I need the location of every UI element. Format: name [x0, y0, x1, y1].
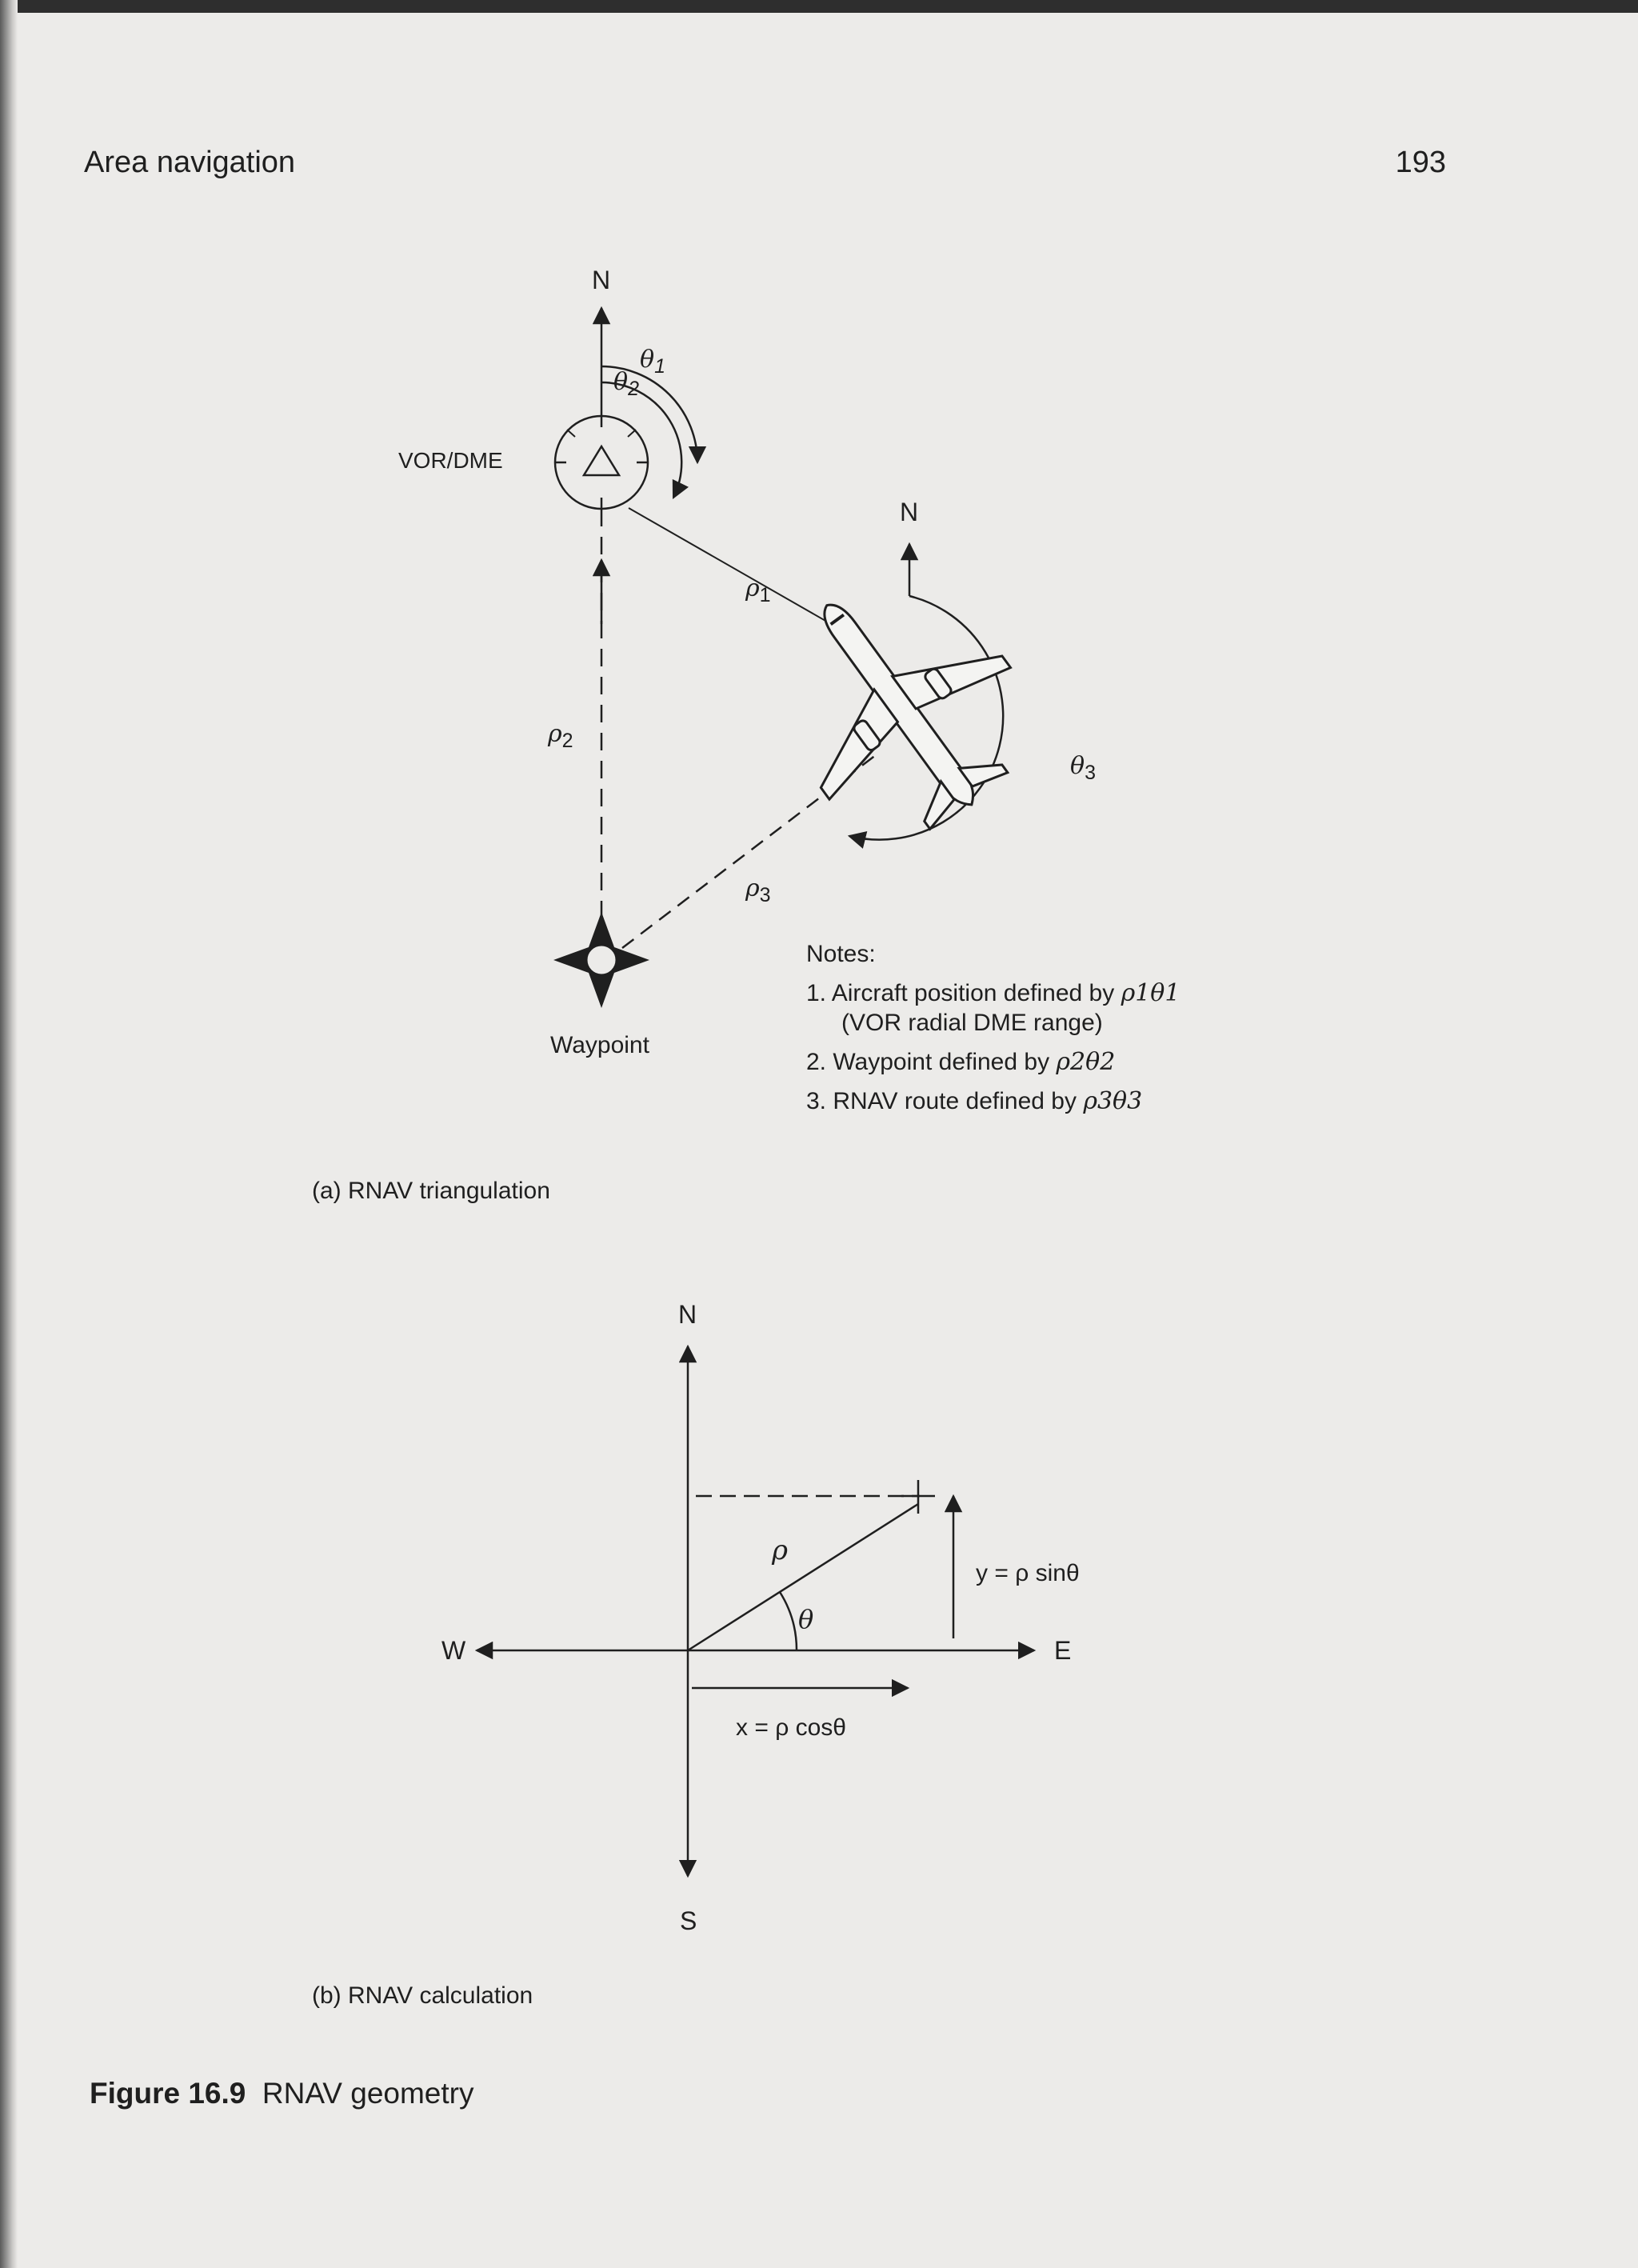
rho1-label: $\rho_1$: [745, 574, 771, 606]
note-3-symbols: ρ3θ3: [1083, 1087, 1143, 1115]
theta-label-b: θ: [798, 1604, 814, 1634]
south-label-b: S: [680, 1906, 697, 1935]
vor-dme-station: [555, 416, 648, 509]
waypoint-label: Waypoint: [550, 1032, 649, 1058]
note-1-continuation: (VOR radial DME range): [841, 1010, 1103, 1036]
theta3-label: $\theta_3$: [1070, 752, 1096, 784]
theta-arc-b: [780, 1592, 797, 1650]
note-3: 3. RNAV route defined by ρ3θ3: [806, 1087, 1143, 1115]
rho2-label: $\rho_2$: [548, 720, 573, 752]
page-number: 193: [1395, 146, 1446, 179]
note-2: 2. Waypoint defined by ρ2θ2: [806, 1048, 1116, 1076]
north-label-aircraft: N: [900, 498, 919, 526]
theta2-label: $\theta_2$: [613, 368, 639, 400]
y-equation: y = ρ sinθ: [976, 1560, 1080, 1586]
figure-title: RNAV geometry: [262, 2077, 474, 2110]
rho3-label: $\rho_3$: [745, 874, 771, 906]
notes-heading: Notes:: [806, 941, 876, 967]
note-1-symbols: ρ1θ1: [1121, 979, 1181, 1007]
north-label-b: N: [678, 1300, 697, 1329]
x-equation: x = ρ cosθ: [736, 1714, 846, 1741]
west-label-b: W: [441, 1636, 466, 1665]
vor-dme-label: VOR/DME: [398, 448, 503, 473]
caption-b: (b) RNAV calculation: [312, 1982, 533, 2009]
note-2-symbols: ρ2θ2: [1056, 1048, 1116, 1076]
aircraft: [737, 539, 1063, 870]
running-header-title: Area navigation: [84, 146, 296, 179]
position-cross: [901, 1480, 935, 1514]
waypoint-symbol: [553, 912, 649, 1008]
rho-label-b: ρ: [772, 1534, 788, 1566]
notes-block: [806, 934, 1180, 1121]
north-label-vor: N: [592, 266, 611, 294]
figure-label: Figure 16.9: [90, 2077, 246, 2110]
theta1-label: $\theta_1$: [640, 346, 665, 378]
note-1: 1. Aircraft position defined by ρ1θ1: [806, 979, 1181, 1007]
caption-a: (a) RNAV triangulation: [312, 1178, 550, 1204]
figure-caption: [90, 2077, 474, 2110]
east-label-b: E: [1054, 1636, 1072, 1665]
